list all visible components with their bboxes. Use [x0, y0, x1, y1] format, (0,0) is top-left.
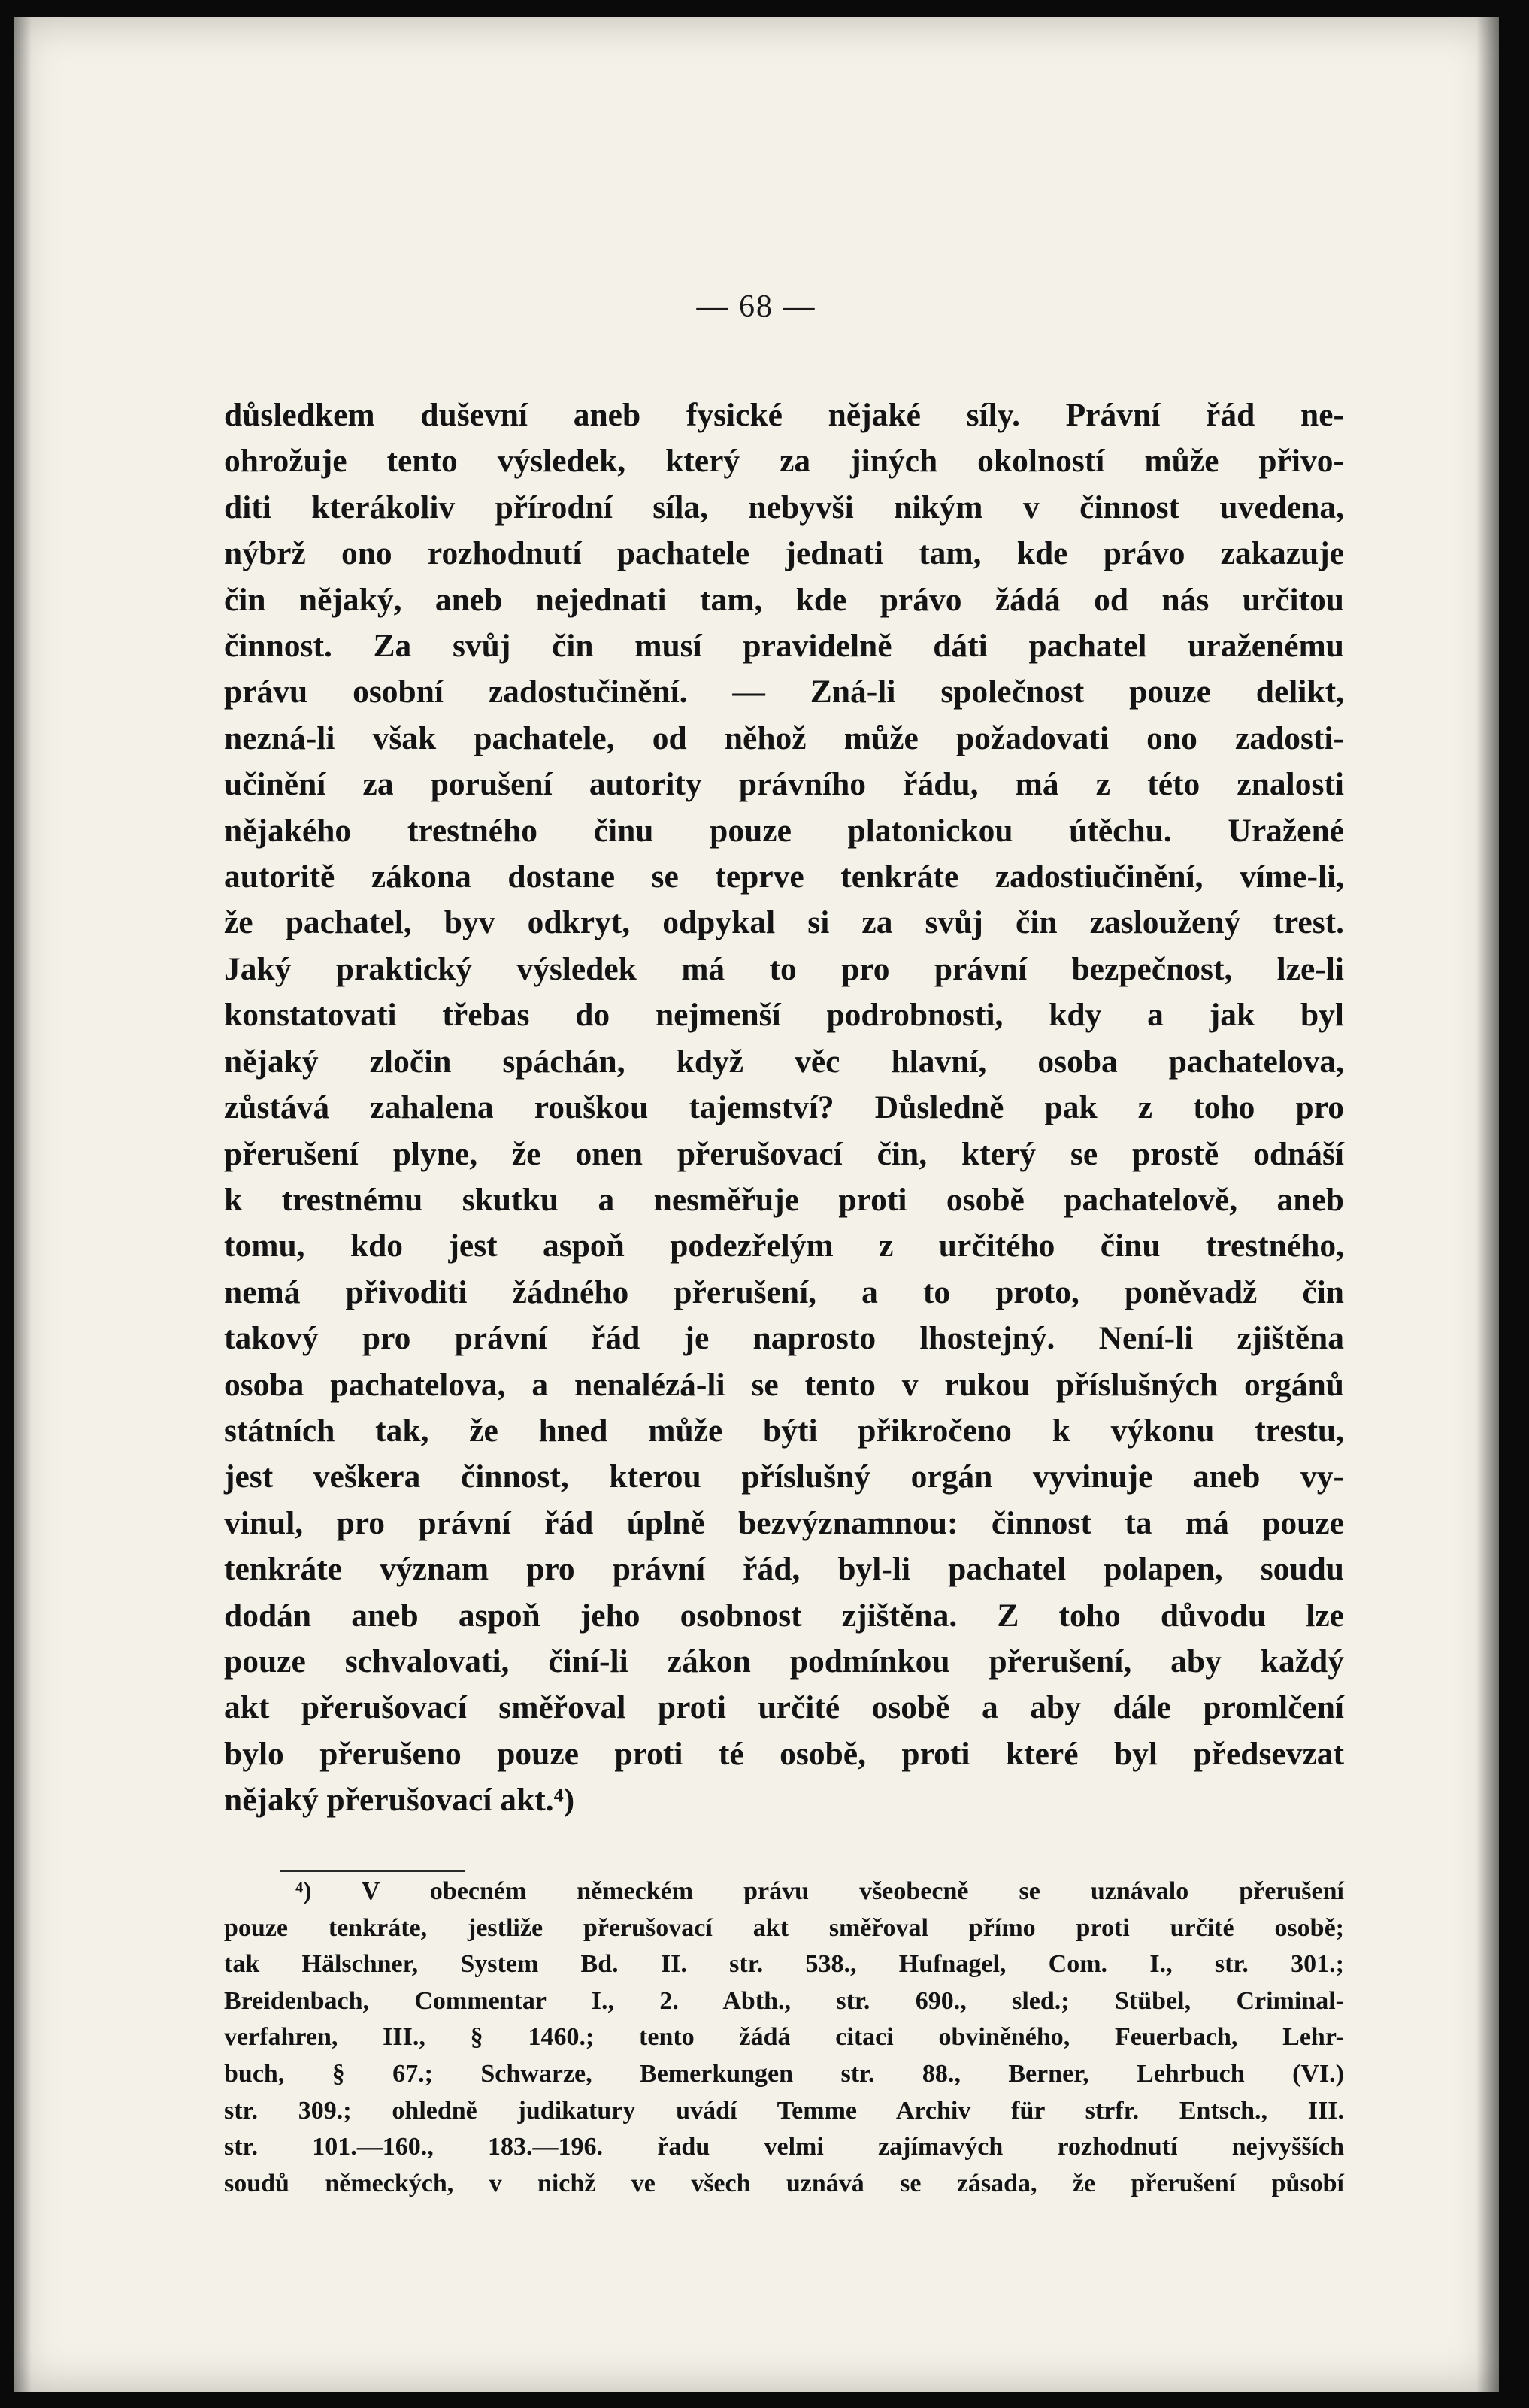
- book-page: [14, 17, 1499, 2392]
- body-line: jest veškera činnost, kterou příslušný orgán vyvinuje aneb vy-: [224, 1458, 1344, 1495]
- footnote-line: pouze tenkráte, jestliže přerušovací akt směřoval přímo proti určité osobě;: [224, 1913, 1344, 1942]
- body-line: čin nějaký, aneb nejednati tam, kde právo žádá od nás určitou: [224, 581, 1344, 618]
- body-line: státních tak, že hned může býti přikročeno k výkonu trestu,: [224, 1412, 1344, 1449]
- body-line: tomu, kdo jest aspoň podezřelým z určitého činu trestného,: [224, 1228, 1344, 1265]
- footnote-line: tak Hälschner, System Bd. II. str. 538., Hufnagel, Com. I., str. 301.;: [224, 1950, 1344, 1979]
- footnote: [224, 1873, 1344, 2202]
- body-line: zůstává zahalena rouškou tajemství? Důsledně pak z toho pro: [224, 1089, 1344, 1126]
- body-line: tenkráte význam pro právní řád, byl-li pachatel polapen, soudu: [224, 1551, 1344, 1588]
- footnote-line: verfahren, III., § 1460.; tento žádá citaci obviněného, Feuerbach, Lehr-: [224, 2023, 1344, 2052]
- body-line: takový pro právní řád je naprosto lhostejný. Není-li zjištěna: [224, 1320, 1344, 1357]
- body-line: že pachatel, byv odkryt, odpykal si za svůj čin zasloužený trest.: [224, 904, 1344, 941]
- footnote-line: ⁴) V obecném německém právu všeobecně se uznávalo přerušení: [295, 1877, 1344, 1905]
- body-line: přerušení plyne, že onen přerušovací čin, který se prostě odnáší: [224, 1135, 1344, 1172]
- page-edge-shadow-right: [1476, 17, 1499, 2392]
- body-line: autoritě zákona dostane se teprve tenkráte zadostiučinění, víme-li,: [224, 859, 1344, 895]
- footnote-line: Breidenbach, Commentar I., 2. Abth., str. 690., sled.; Stübel, Criminal-: [224, 1986, 1344, 2015]
- footnote-line: buch, § 67.; Schwarze, Bemerkungen str. 88., Berner, Lehrbuch (VI.): [224, 2059, 1344, 2088]
- body-line: ohrožuje tento výsledek, který za jiných okolností může přivo-: [224, 443, 1344, 480]
- body-line: nezná-li však pachatele, od něhož může požadovati ono zadosti-: [224, 719, 1344, 756]
- body-line: právu osobní zadostučinění. — Zná-li společnost pouze delikt,: [224, 674, 1344, 710]
- footnote-line: str. 309.; ohledně judikatury uvádí Temme Archiv für strfr. Entsch., III.: [224, 2096, 1344, 2125]
- body-line: činnost. Za svůj čin musí pravidelně dáti pachatel uraženému: [224, 628, 1344, 665]
- page-number: — 68 —: [696, 289, 816, 324]
- page-edge-shadow-left: [14, 17, 32, 2392]
- body-line: bylo přerušeno pouze proti té osobě, proti které byl předsevzat: [224, 1735, 1344, 1772]
- footnote-line: str. 101.—160., 183.—196. řadu velmi zajímavých rozhodnutí nejvyšších: [224, 2133, 1344, 2161]
- body-line: diti kterákoliv přírodní síla, nebyvši nikým v činnost uvedena,: [224, 489, 1344, 526]
- body-line: akt přerušovací směřoval proti určité osobě a aby dále promlčení: [224, 1689, 1344, 1726]
- body-line: vinul, pro právní řád úplně bezvýznamnou: činnost ta má pouze: [224, 1504, 1344, 1541]
- body-line: konstatovati třebas do nejmenší podrobnosti, kdy a jak byl: [224, 997, 1344, 1034]
- body-line: pouze schvalovati, činí-li zákon podmínkou přerušení, aby každý: [224, 1643, 1344, 1680]
- body-line: dodán aneb aspoň jeho osobnost zjištěna. Z toho důvodu lze: [224, 1597, 1344, 1634]
- footnote-divider: [280, 1870, 465, 1872]
- body-line: nemá přivoditi žádného přerušení, a to proto, poněvadž čin: [224, 1274, 1344, 1310]
- footnote-line: soudů německých, v nichž ve všech uznává se zásada, že přerušení působí: [224, 2169, 1344, 2197]
- body-line: osoba pachatelova, a nenalézá-li se tento v rukou příslušných orgánů: [224, 1366, 1344, 1403]
- body-text: [224, 392, 1344, 1824]
- body-line: k trestnému skutku a nesměřuje proti osobě pachatelově, aneb: [224, 1181, 1344, 1218]
- body-line: nýbrž ono rozhodnutí pachatele jednati tam, kde právo zakazuje: [224, 535, 1344, 572]
- body-line: nějakého trestného činu pouze platonickou útěchu. Uražené: [224, 812, 1344, 849]
- body-line: nějaký zločin spáchán, když věc hlavní, osoba pachatelova,: [224, 1043, 1344, 1080]
- body-line: Jaký praktický výsledek má to pro právní bezpečnost, lze-li: [224, 950, 1344, 987]
- body-line: nějaký přerušovací akt.⁴): [224, 1782, 575, 1819]
- body-line: učinění za porušení autority právního řádu, má z této znalosti: [224, 766, 1344, 803]
- body-line: důsledkem duševní aneb fysické nějaké síly. Právní řád ne-: [224, 397, 1344, 433]
